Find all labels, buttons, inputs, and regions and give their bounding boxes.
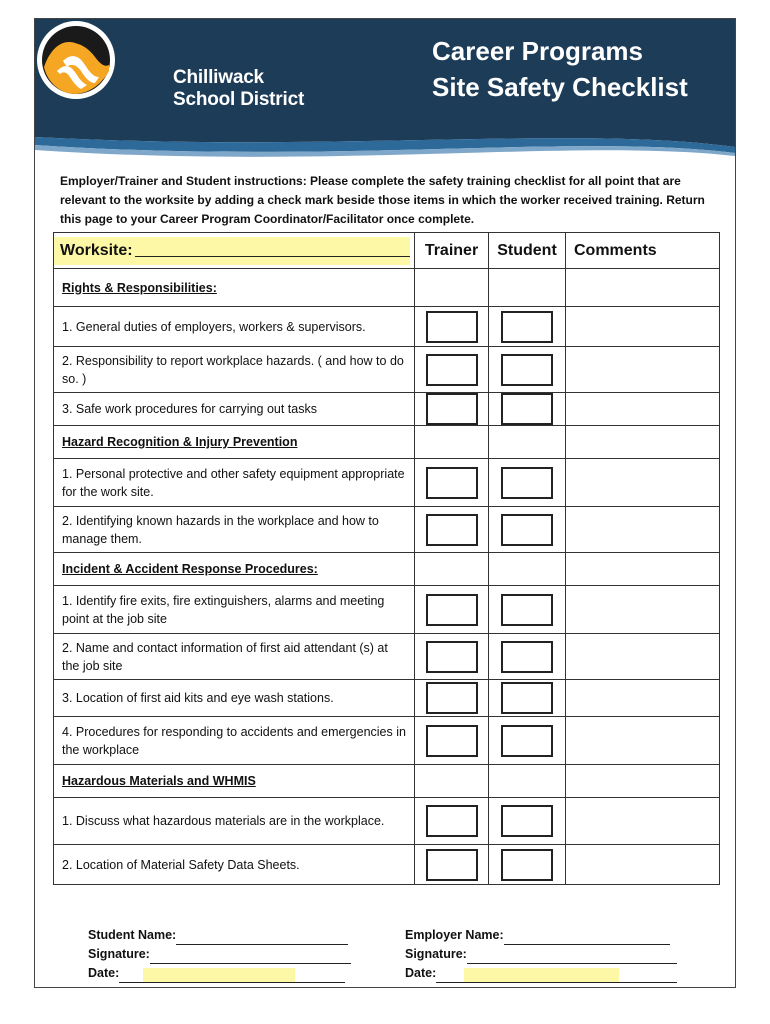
comments-cell[interactable] — [566, 845, 720, 885]
student-checkbox[interactable] — [501, 311, 553, 343]
brand-line-2: School District — [173, 89, 305, 110]
comments-cell[interactable] — [566, 765, 720, 798]
student-checkbox[interactable] — [501, 354, 553, 386]
worksite-label: Worksite: — [60, 241, 133, 259]
employer-date-line — [405, 964, 677, 983]
comments-cell[interactable] — [566, 269, 720, 307]
date-underline-tail — [295, 968, 345, 983]
comments-cell[interactable] — [566, 680, 720, 717]
student-date-field[interactable] — [143, 968, 295, 983]
section-heading-row — [54, 553, 720, 586]
worksite-input-line[interactable] — [135, 256, 410, 257]
table-row — [54, 347, 720, 393]
student-date-label: Date: — [88, 966, 120, 980]
table-row — [54, 586, 720, 634]
employer-name-field[interactable] — [504, 930, 670, 945]
comments-cell[interactable] — [566, 634, 720, 680]
checklist-item: 1. Identify fire exits, fire extinguishers, alarms and meeting point at the job site — [54, 586, 415, 634]
employer-signature-field[interactable] — [467, 949, 677, 964]
checklist-item: 1. Discuss what hazardous materials are in the workplace. — [54, 798, 415, 845]
section-heading-row — [54, 426, 720, 459]
checklist-item: 2. Identifying known hazards in the workplace and how to manage them. — [54, 507, 415, 553]
checklist-item: 2. Responsibility to report workplace hazards. ( and how to do so. ) — [54, 347, 415, 393]
school-district-logo — [35, 19, 117, 101]
checklist-item: 3. Safe work procedures for carrying out tasks — [54, 393, 415, 426]
employer-name-line — [405, 926, 677, 945]
student-name-field[interactable] — [176, 930, 348, 945]
comments-cell[interactable] — [566, 507, 720, 553]
section-heading: Incident & Accident Response Procedures: — [62, 562, 318, 576]
section-heading: Hazard Recognition & Injury Prevention — [62, 435, 298, 449]
column-header-trainer: Trainer — [415, 233, 489, 269]
instructions-text: Employer/Trainer and Student instructions: Please complete the safety training checklist for all point that are relevant to the worksite by adding a check mark beside those items in which the worker received training. Return this page to your Career Program Coordinator/Facilitator once complete. — [60, 174, 705, 226]
table-row — [54, 845, 720, 885]
comments-cell[interactable] — [566, 717, 720, 765]
comments-cell[interactable] — [566, 426, 720, 459]
date-underline-lead — [436, 968, 464, 983]
table-row — [54, 717, 720, 765]
table-row — [54, 507, 720, 553]
worksite-field[interactable] — [54, 237, 410, 265]
document-title — [432, 33, 688, 105]
checklist-item: 4. Procedures for responding to accidents and emergencies in the workplace — [54, 717, 415, 765]
student-checkbox[interactable] — [501, 725, 553, 757]
date-underline-lead — [119, 968, 143, 983]
trainer-checkbox[interactable] — [426, 682, 478, 714]
safety-checklist-table — [53, 232, 720, 885]
district-wordmark — [173, 67, 304, 111]
student-checkbox[interactable] — [501, 514, 553, 546]
employer-date-label: Date: — [405, 966, 437, 980]
checklist-item: 2. Location of Material Safety Data Sheets. — [54, 845, 415, 885]
checklist-item: 3. Location of first aid kits and eye wash stations. — [54, 680, 415, 717]
table-row — [54, 798, 720, 845]
trainer-checkbox[interactable] — [426, 311, 478, 343]
trainer-checkbox[interactable] — [426, 849, 478, 881]
checklist-item: 1. Personal protective and other safety equipment appropriate for the work site. — [54, 459, 415, 507]
comments-cell[interactable] — [566, 798, 720, 845]
table-row — [54, 680, 720, 717]
comments-cell[interactable] — [566, 347, 720, 393]
student-name-label: Student Name: — [88, 928, 177, 942]
student-signature-block — [88, 926, 351, 983]
date-underline-tail — [619, 968, 677, 983]
table-header-row — [54, 233, 720, 269]
employer-signature-line — [405, 945, 677, 964]
student-checkbox[interactable] — [501, 682, 553, 714]
section-heading-row — [54, 765, 720, 798]
title-line-2: Site Safety Checklist — [432, 72, 688, 102]
employer-signature-label: Signature: — [405, 947, 467, 961]
checklist-item: 2. Name and contact information of first aid attendant (s) at the job site — [54, 634, 415, 680]
column-header-student: Student — [489, 233, 566, 269]
header-banner — [35, 19, 735, 165]
comments-cell[interactable] — [566, 586, 720, 634]
student-name-line — [88, 926, 351, 945]
table-row — [54, 307, 720, 347]
employer-signature-block — [405, 926, 677, 983]
table-row — [54, 634, 720, 680]
comments-cell[interactable] — [566, 307, 720, 347]
worksite-cell — [54, 233, 415, 269]
student-signature-field[interactable] — [150, 949, 351, 964]
trainer-checkbox[interactable] — [426, 641, 478, 673]
student-checkbox[interactable] — [501, 594, 553, 626]
section-heading: Rights & Responsibilities: — [62, 280, 217, 295]
trainer-checkbox[interactable] — [426, 594, 478, 626]
trainer-checkbox[interactable] — [426, 725, 478, 757]
brand-line-1: Chilliwack — [173, 67, 264, 88]
student-checkbox[interactable] — [501, 805, 553, 837]
student-signature-line — [88, 945, 351, 964]
comments-cell[interactable] — [566, 553, 720, 586]
comments-cell[interactable] — [566, 459, 720, 507]
section-heading: Hazardous Materials and WHMIS — [62, 774, 256, 788]
trainer-checkbox[interactable] — [426, 805, 478, 837]
table-row — [54, 393, 720, 426]
section-heading-row — [54, 269, 720, 307]
comments-cell[interactable] — [566, 393, 720, 426]
trainer-checkbox[interactable] — [426, 393, 478, 425]
student-checkbox[interactable] — [501, 393, 553, 425]
column-header-comments: Comments — [566, 233, 720, 269]
student-checkbox[interactable] — [501, 641, 553, 673]
student-date-line — [88, 964, 351, 983]
trainer-checkbox[interactable] — [426, 354, 478, 386]
checklist-item: 1. General duties of employers, workers & supervisors. — [54, 307, 415, 347]
title-line-1: Career Programs — [432, 36, 643, 66]
employer-name-label: Employer Name: — [405, 928, 504, 942]
trainer-checkbox[interactable] — [426, 467, 478, 499]
student-checkbox[interactable] — [501, 849, 553, 881]
student-checkbox[interactable] — [501, 467, 553, 499]
table-row — [54, 459, 720, 507]
trainer-checkbox[interactable] — [426, 514, 478, 546]
student-signature-label: Signature: — [88, 947, 150, 961]
employer-date-field[interactable] — [464, 968, 619, 983]
